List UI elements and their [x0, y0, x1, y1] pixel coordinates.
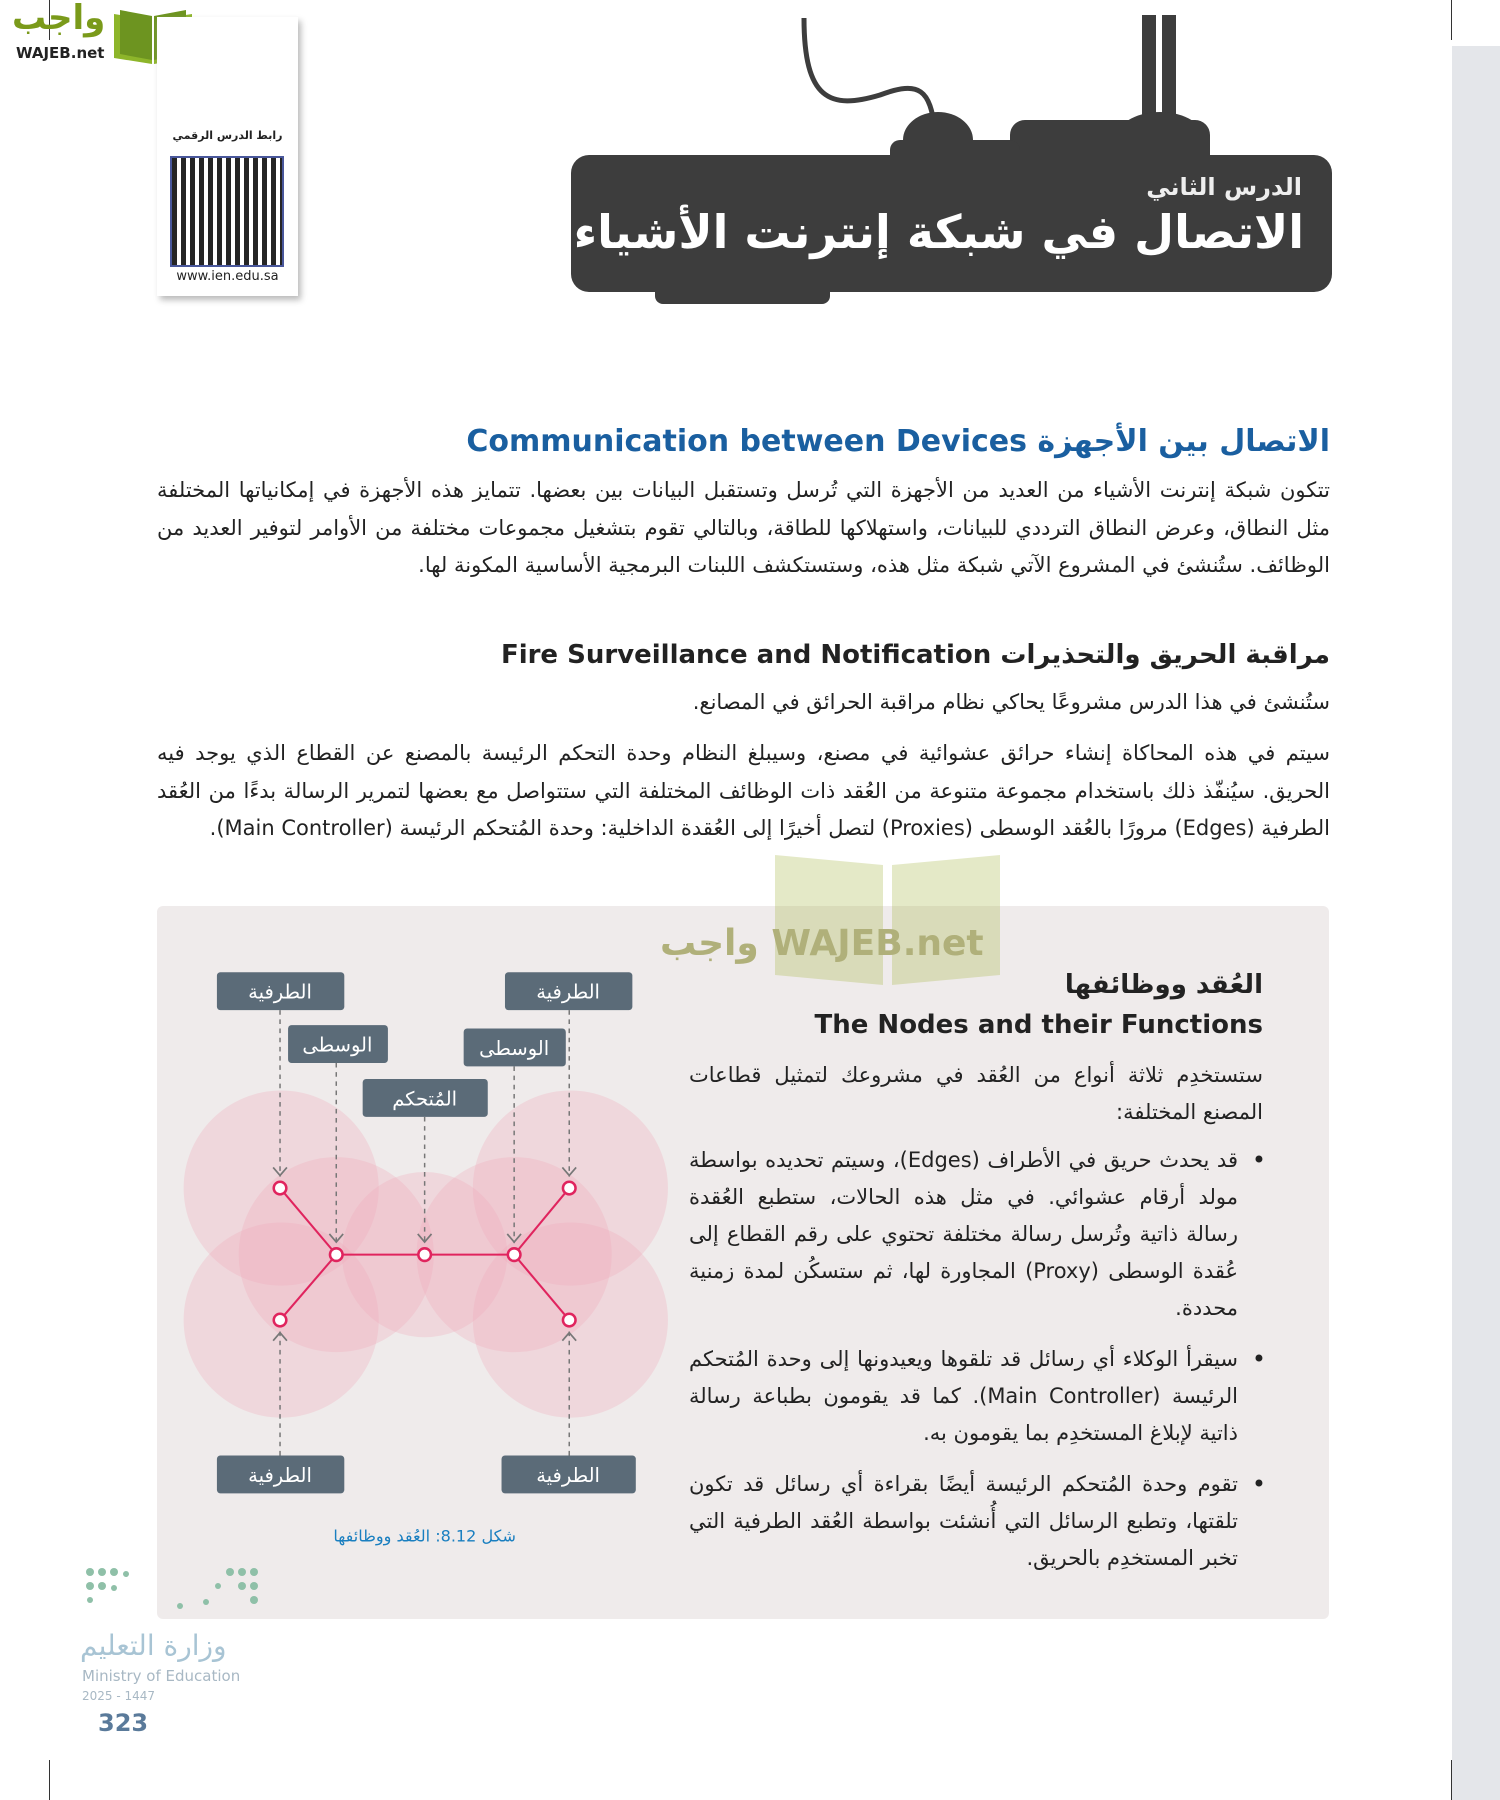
- crop-mark: [49, 1760, 50, 1800]
- lesson-title: الاتصال في شبكة إنترنت الأشياء: [573, 205, 1304, 259]
- section-paragraph: تتكون شبكة إنترنت الأشياء من العديد من الأجهزة التي تُرسل وتستقبل البيانات بين بعضها. تتمايز هذه الأجهزة في إمكانياتها المختلفة مثل النطاق، وعرض النطاق الترددي للبيانات، واستهلاكها للطاقة، وبالتالي تقوم بتشغيل مجموعات مختلفة من الأوامر لتوفير العديد من الوظائف. ستُنشئ في المشروع الآتي شبكة مثل هذه، وستستكشف اللبنات البرمجية الأساسية المكونة لها.: [157, 478, 1330, 577]
- list-item: • قد يحدث حريق في الأطراف (Edges)، وسيتم تحديده بواسطة مولد أرقام عشوائي. في مثل هذه الحالات، ستطبع العُقدة رسالة ذاتية وتُرسل رسالة مختلفة تحتوي على رقم القطاع إلى عُقدة الوسطى (Proxy) المجاورة لها، ثم ستسكُن لمدة زمنية محددة.: [689, 1142, 1238, 1327]
- edge-node: [563, 1314, 576, 1327]
- proxy-label: الوسطى: [479, 1036, 550, 1060]
- section-heading-communication: الاتصال بين الأجهزة Communication between Devices: [466, 424, 1330, 459]
- edge-label: الطرفية: [248, 1463, 312, 1487]
- proxy-label: الوسطى: [302, 1033, 373, 1057]
- controller-node: [418, 1248, 431, 1261]
- edge-label: الطرفية: [536, 980, 600, 1004]
- qr-label: رابط الدرس الرقمي: [172, 129, 283, 142]
- box-heading-en: The Nodes and their Functions: [814, 1010, 1263, 1040]
- controller-label: المُتحكم: [392, 1087, 458, 1111]
- list-item: • سيقرأ الوكلاء أي رسائل قد تلقوها ويعيدونها إلى وحدة المُتحكم الرئيسة (Main Controller). كما قد يقومون بطباعة رسالة ذاتية لإبلاغ المستخدِم بما يقومون به.: [689, 1341, 1238, 1452]
- figure-caption: شكل 8.12: العُقد ووظائفها: [333, 1526, 516, 1546]
- ministry-name-ar: وزارة التعليم: [80, 1629, 227, 1662]
- box-intro: ستستخدِم ثلاثة أنواع من العُقد في مشروعك لتمثيل قطاعات المصنع المختلفة:: [689, 1063, 1263, 1124]
- edge-node: [563, 1182, 576, 1195]
- qr-url[interactable]: www.ien.edu.sa: [176, 269, 279, 284]
- watermark-ar: واجب: [660, 923, 759, 964]
- ministry-dots-icon: [80, 1562, 270, 1622]
- edge-label: الطرفية: [536, 1463, 600, 1487]
- ministry-name-en: Ministry of Education: [82, 1667, 241, 1685]
- proxy-node: [508, 1248, 521, 1261]
- proxy-node: [330, 1248, 343, 1261]
- section-intro: ستُنشئ في هذا الدرس مشروعًا يحاكي نظام مراقبة الحرائق في المصانع.: [692, 690, 1330, 714]
- page-number: 323: [98, 1709, 149, 1737]
- box-heading-ar: العُقد ووظائفها: [1064, 970, 1263, 1000]
- list-item: • تقوم وحدة المُتحكم الرئيسة أيضًا بقراءة أي رسائل قد تكون تلقتها، وتطبع الرسائل التي أُنشئت بواسطة العُقد الطرفية التي تخبر المستخدِم بالحريق.: [689, 1466, 1238, 1577]
- edge-node: [274, 1182, 287, 1195]
- section-heading-fire: مراقبة الحريق والتحذيرات Fire Surveillance and Notification: [500, 640, 1330, 670]
- section-paragraph: سيتم في هذه المحاكاة إنشاء حرائق عشوائية في مصنع، وسيبلغ النظام وحدة التحكم الرئيسة بالمصنع عن القطاع الذي يوجد فيه الحريق. سيُنفّذ ذلك باستخدام مجموعة متنوعة من العُقد ذات الوظائف المختلفة التي ستتواصل مع بعضها لتمرير الرسالة بدءًا من العُقد الطرفية (Edges) مرورًا بالعُقد الوسطى (Proxies) لتصل أخيرًا إلى العُقدة الداخلية: وحدة المُتحكم الرئيسة (Main Controller).: [157, 741, 1330, 840]
- wajeb-logo[interactable]: واجب WAJEB.net: [8, 4, 193, 66]
- edge-label: الطرفية: [248, 980, 312, 1004]
- ministry-logo: [80, 1562, 280, 1752]
- lesson-number: الدرس الثاني: [1146, 173, 1302, 201]
- edge-node: [274, 1314, 287, 1327]
- watermark-en: WAJEB.net: [771, 923, 984, 964]
- crop-mark: [1451, 1760, 1452, 1800]
- academic-year: 2025 - 1447: [82, 1689, 156, 1703]
